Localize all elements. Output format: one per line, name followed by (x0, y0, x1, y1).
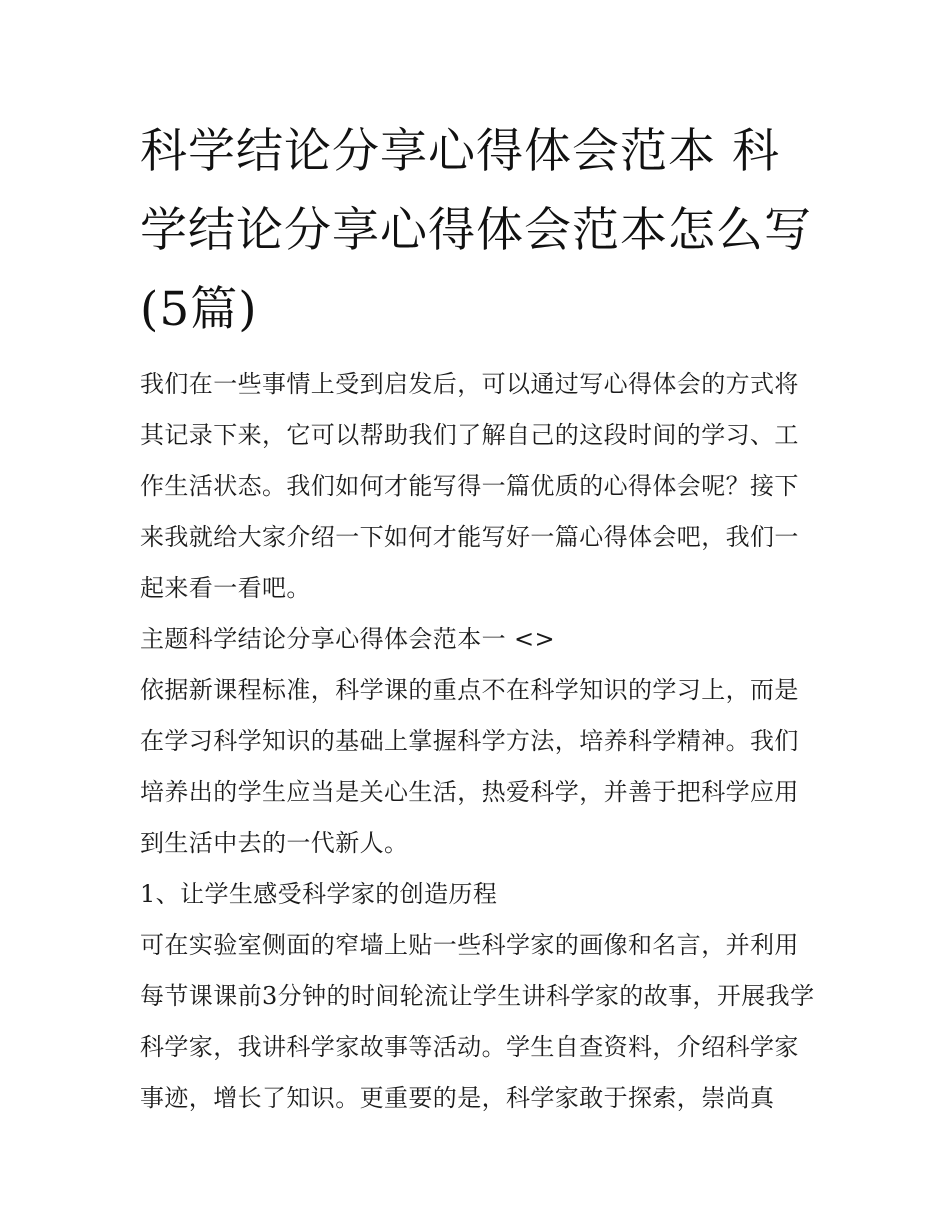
item-heading: 1、让学生感受科学家的创造历程 (140, 880, 498, 908)
section-paragraph: 依据新课程标准，科学课的重点不在科学知识的学习上，而是在学习科学知识的基础上掌握科学方法，培养科学精神。我们培养出的学生应当是关心生活，热爱科学，并善于把科学应用到生活中去的一代新人。 (140, 676, 799, 857)
section-heading: 主题科学结论分享心得体会范本一 <> (140, 625, 556, 653)
document-content (140, 112, 820, 1124)
document-title: 科学结论分享心得体会范本 科学结论分享心得体会范本怎么写(5篇) (140, 124, 812, 337)
item-paragraph: 可在实验室侧面的窄墙上贴一些科学家的画像和名言，并利用每节课课前3分钟的时间轮流让学生讲科学家的故事，开展我学科学家，我讲科学家故事等活动。学生自查资料，介绍科学家事迹，增长了知识。更重要的是，科学家敢于探索，崇尚真 (140, 931, 815, 1112)
intro-paragraph: 我们在一些事情上受到启发后，可以通过写心得体会的方式将其记录下来，它可以帮助我们了解自己的这段时间的学习、工作生活状态。我们如何才能写得一篇优质的心得体会呢？接下来我就给大家介绍一下如何才能写好一篇心得体会吧，我们一起来看一看吧。 (140, 370, 799, 602)
